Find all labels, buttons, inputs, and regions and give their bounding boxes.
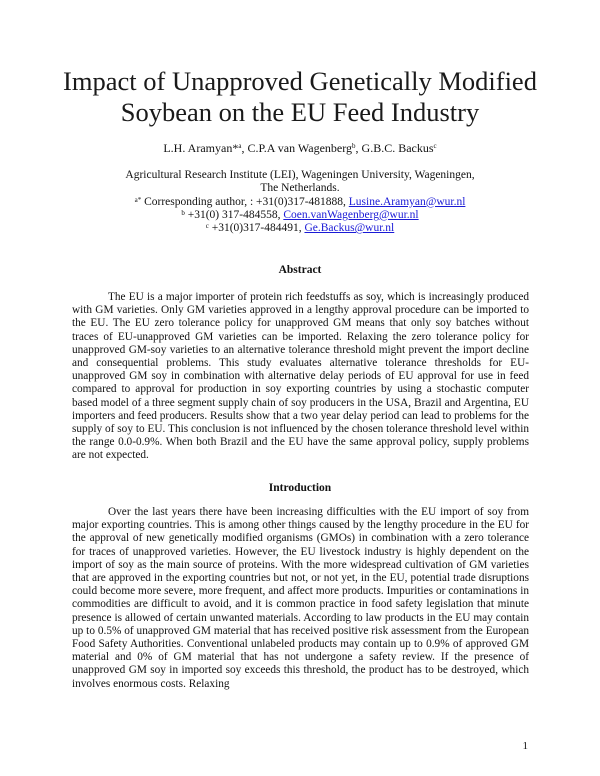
introduction-paragraph bbox=[72, 506, 529, 691]
abstract-heading: Abstract bbox=[278, 264, 322, 276]
contact-c-mark: c bbox=[205, 222, 209, 231]
title-line-2: Soybean on the EU Feed Industry bbox=[120, 97, 480, 127]
contact-b-mark: b bbox=[181, 208, 185, 217]
paper-title bbox=[40, 66, 560, 128]
author-3: , G.B.C. Backus bbox=[355, 141, 434, 155]
author-2: , C.P.A van Wagenberg bbox=[241, 141, 353, 155]
email-link-backus[interactable]: Ge.Backus@wur.nl bbox=[304, 222, 395, 235]
author-3-mark: c bbox=[433, 142, 437, 150]
author-1: L.H. Aramyan* bbox=[163, 141, 239, 155]
introduction-text: Over the last years there have been increasing difficulties with the EU import of soy from major exporting countries. This is among other things caused by the lengthy procedure in the EU for the approval of new genetically modified organisms (GMOs) in combination with a zero tolerance for traces of unapproved varieties. However, the EU livestock industry is highly dependent on the import of soy as the main source of proteins. With the more widespread cultivation of GM varieties that are approved in the exporting countries but not, or not yet, in the EU, potential trade disruptions could become more severe, more frequent, and affect more products. Impurities or contaminations in commodities are difficult to avoid, and it is common practice in food safety legislation that minute presence is allowed of certain unwanted materials. According to law products in the EU may contain up to 0.5% of unapproved GM material that has received positive risk assessment from the European Food Safety Authorities. Conventional unlabeled products may contain up to 0.9% of approved GM material and 0% of GM material that has not undergone a safety review. If the presence of unapproved GM soy in imported soy exceeds this threshold, the product has to be destroyed, which involves enormous costs. Relaxing bbox=[72, 506, 529, 690]
contact-line-b bbox=[60, 209, 540, 222]
corresponding-mark: a* bbox=[134, 195, 142, 204]
email-link-aramyan[interactable]: Lusine.Aramyan@wur.nl bbox=[348, 195, 466, 208]
abstract-paragraph bbox=[72, 291, 529, 463]
affiliation-line-2: The Netherlands. bbox=[260, 182, 340, 195]
contact-c-text: +31(0)317-484491, bbox=[208, 222, 305, 235]
introduction-heading: Introduction bbox=[268, 482, 332, 494]
author-list bbox=[40, 141, 560, 156]
email-link-wagenberg[interactable]: Coen.vanWagenberg@wur.nl bbox=[283, 208, 419, 221]
affiliation-line-1: Agricultural Research Institute (LEI), Wageningen University, Wageningen, bbox=[125, 169, 475, 181]
affiliation-block bbox=[60, 169, 540, 235]
corresponding-author-line bbox=[60, 196, 540, 209]
title-line-1: Impact of Unapproved Genetically Modified bbox=[63, 66, 537, 96]
contact-line-c bbox=[60, 222, 540, 235]
corresponding-text: Corresponding author, : +31(0)317-481888, bbox=[141, 195, 349, 208]
author-2-mark: b bbox=[352, 142, 356, 150]
abstract-text: The EU is a major importer of protein rich feedstuffs as soy, which is increasingly produced with GM varieties. Only GM varieties approved in a lengthy approval procedure can be imported to the EU. The EU zero tolerance policy for unapproved GM means that only soy batches without traces of EU-unapproved GM varieties can be imported. Relaxing the zero tolerance policy for unapproved GM-soy varieties to an alternative tolerance threshold might prevent the import decline and consequential problems. This study evaluates alternative tolerance thresholds for EU-unapproved GM soy in combination with alternative delay periods of EU approval for use in feed compared to approval for production in soy exporting countries by using a stochastic computer based model of a three segment supply chain of soy producers in the USA, Brazil and Argentina, EU importers and feed producers. Results show that a two year delay period can lead to problems for the supply of soy to EU. This conclusion is not influenced by the chosen tolerance threshold level within the range 0.0-0.9%. When both Brazil and the EU have the same approval policy, supply problems are not expected. bbox=[72, 291, 529, 462]
author-1-mark: a bbox=[238, 142, 242, 150]
contact-b-text: +31(0) 317-484558, bbox=[184, 208, 284, 221]
page-number: 1 bbox=[522, 740, 528, 752]
